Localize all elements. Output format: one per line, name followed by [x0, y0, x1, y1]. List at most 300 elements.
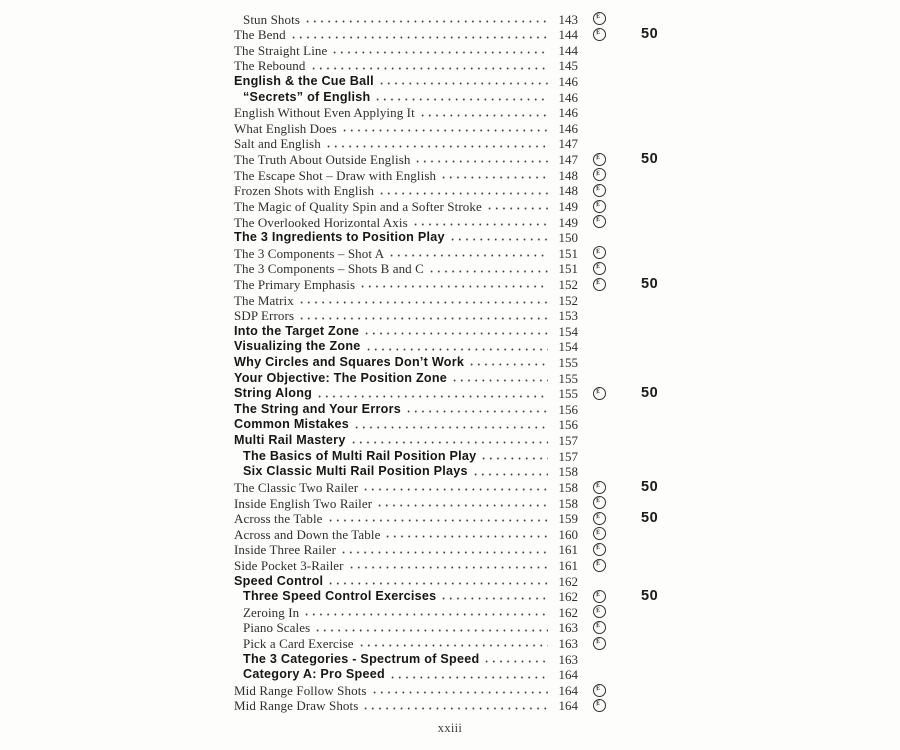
icon-cell: [578, 698, 620, 714]
entry-title: Stun Shots: [243, 11, 300, 27]
entry-title: Piano Scales: [243, 620, 311, 636]
entry-title: Inside Three Railer: [234, 542, 337, 558]
toc-entry-main: [234, 542, 578, 557]
toc-entry-main: [234, 683, 578, 698]
entry-title: The Primary Emphasis: [234, 276, 356, 292]
dot-leader: [341, 121, 548, 136]
dot-leader: [378, 183, 548, 198]
entry-page-number: 163: [558, 651, 578, 667]
toc-entry-main: [234, 402, 578, 417]
margin-callout: 50: [641, 151, 659, 168]
entry-title: Mid Range Draw Shots: [234, 698, 359, 714]
icon-cell: [578, 276, 620, 292]
icon-cell: [578, 120, 620, 136]
icon-cell: [578, 432, 620, 448]
toc-entry-main: [234, 27, 578, 42]
toc-entry: [234, 464, 664, 480]
icon-cell: [578, 589, 620, 605]
icon-cell: [578, 292, 620, 308]
dot-leader: [363, 324, 548, 339]
entry-title: “Secrets” of English: [243, 89, 371, 104]
toc-entry: [234, 651, 664, 667]
toc-entry-main: [234, 589, 578, 604]
entry-page-number: 163: [558, 635, 578, 651]
toc-entry-main: [234, 324, 578, 339]
entry-page-number: 147: [558, 152, 578, 168]
dot-leader: [365, 339, 548, 354]
entry-page-number: 161: [558, 542, 578, 558]
icon-cell: [578, 511, 620, 527]
toc-entry-main: [234, 136, 578, 151]
toc-entry: [234, 620, 664, 636]
english-letter: E: [595, 497, 601, 505]
icon-cell: [578, 386, 620, 402]
icon-cell: [578, 105, 620, 121]
entry-page-number: 146: [558, 74, 578, 90]
entry-title: The Rebound: [234, 58, 306, 74]
english-letter: E: [595, 184, 601, 193]
entry-page-number: 155: [558, 386, 578, 402]
entry-title: The Magic of Quality Spin and a Softer Stroke: [234, 198, 482, 214]
english-letter: E: [595, 699, 601, 708]
entry-title: Into the Target Zone: [234, 323, 360, 338]
icon-cell: [578, 136, 620, 152]
toc-entry-main: [234, 386, 578, 401]
entry-title: The Escape Shot – Draw with English: [234, 167, 437, 183]
icon-cell: [578, 11, 620, 27]
cue-ball-english-icon: [593, 543, 606, 556]
cue-ball-english-icon: [593, 387, 606, 400]
icon-cell: [578, 635, 620, 651]
cue-ball-english-icon: [593, 200, 606, 213]
cue-ball-english-icon: [593, 621, 606, 634]
icon-cell: [578, 214, 620, 230]
english-letter: E: [595, 528, 601, 536]
entry-title: Speed Control: [234, 573, 324, 588]
entry-page-number: 159: [558, 511, 578, 527]
toc-entry-main: [234, 652, 578, 667]
icon-cell: [578, 542, 620, 558]
toc-entry: [234, 511, 664, 527]
entry-page-number: 152: [558, 276, 578, 292]
dot-leader: [362, 480, 548, 495]
cue-ball-english-icon: [593, 699, 606, 712]
dot-leader: [359, 277, 548, 292]
dot-leader: [340, 542, 548, 557]
icon-cell: [578, 58, 620, 74]
icon-cell: [578, 167, 620, 183]
toc-entry: [234, 479, 664, 495]
icon-cell: [578, 245, 620, 261]
entry-page-number: 149: [558, 198, 578, 214]
toc-entry: [234, 42, 664, 58]
icon-cell: [578, 354, 620, 370]
toc-entry: [234, 105, 664, 121]
toc-entry: [234, 526, 664, 542]
entry-page-number: 163: [558, 620, 578, 636]
cue-ball-english-icon: [593, 496, 606, 509]
cue-ball-english-icon: [593, 605, 606, 618]
icon-cell: [578, 370, 620, 386]
entry-page-number: 150: [558, 230, 578, 246]
entry-page-number: 157: [558, 448, 578, 464]
english-letter: E: [595, 262, 601, 271]
entry-page-number: 164: [558, 682, 578, 698]
entry-title: Your Objective: The Position Zone: [234, 370, 448, 385]
toc-entry: [234, 27, 664, 43]
toc-entry: [234, 292, 664, 308]
entry-title: The String and Your Errors: [234, 401, 401, 416]
toc-entry: [234, 354, 664, 370]
toc-entry: [234, 432, 664, 448]
toc-entry-main: [234, 605, 578, 620]
dot-leader: [327, 574, 548, 589]
entry-page-number: 161: [558, 557, 578, 573]
toc-entry-main: [234, 168, 578, 183]
icon-cell: [578, 73, 620, 89]
entry-page-number: 145: [558, 58, 578, 74]
icon-cell: [578, 261, 620, 277]
icon-cell: [578, 323, 620, 339]
dot-leader: [303, 605, 548, 620]
toc-entry-main: [234, 371, 578, 386]
dot-leader: [353, 417, 548, 432]
toc-entry-main: [234, 574, 578, 589]
toc-entry: [234, 448, 664, 464]
toc-entry-main: [234, 12, 578, 27]
entry-title: The Overlooked Horizontal Axis: [234, 214, 408, 230]
dot-leader: [316, 386, 548, 401]
toc-entry-main: [234, 308, 578, 323]
entry-page-number: 148: [558, 183, 578, 199]
toc-entry-main: [234, 527, 578, 542]
cue-ball-english-icon: [593, 262, 606, 275]
margin-callout: 50: [641, 510, 659, 527]
icon-cell: [578, 27, 620, 43]
toc-entry: [234, 261, 664, 277]
toc-entry-main: [234, 449, 578, 464]
english-letter: E: [595, 684, 601, 693]
icon-cell: [578, 230, 620, 246]
entry-page-number: 162: [558, 604, 578, 620]
english-letter: E: [595, 153, 601, 162]
entry-page-number: 147: [558, 136, 578, 152]
dot-leader: [419, 105, 548, 120]
dot-leader: [298, 308, 548, 323]
icon-cell: [578, 604, 620, 620]
entry-page-number: 155: [558, 355, 578, 371]
toc-entry-main: [234, 121, 578, 136]
entry-page-number: 164: [558, 667, 578, 683]
icon-cell: [578, 651, 620, 667]
english-letter: E: [595, 387, 601, 396]
cue-ball-english-icon: [593, 184, 606, 197]
toc-entry: [234, 276, 664, 292]
toc-entry: [234, 557, 664, 573]
cue-ball-english-icon: [593, 153, 606, 166]
entry-page-number: 146: [558, 120, 578, 136]
entry-page-number: 149: [558, 214, 578, 230]
icon-cell: [578, 183, 620, 199]
entry-page-number: 155: [558, 370, 578, 386]
cue-ball-english-icon: [593, 28, 606, 41]
toc-entry-main: [234, 620, 578, 635]
entry-page-number: 143: [558, 11, 578, 27]
cue-ball-english-icon: [593, 215, 606, 228]
entry-page-number: 151: [558, 261, 578, 277]
cue-ball-english-icon: [593, 512, 606, 525]
icon-cell: [578, 448, 620, 464]
icon-cell: [578, 151, 620, 167]
cue-ball-english-icon: [593, 684, 606, 697]
toc-entry: [234, 58, 664, 74]
dot-leader: [331, 43, 548, 58]
icon-cell: [578, 526, 620, 542]
toc-entry: [234, 542, 664, 558]
toc-entry-main: [234, 246, 578, 261]
entry-title: Category A: Pro Speed: [243, 667, 385, 682]
entry-page-number: 144: [558, 42, 578, 58]
toc-entry-main: [234, 480, 578, 495]
toc-entry-main: [234, 183, 578, 198]
entry-title: Across the Table: [234, 511, 323, 527]
entry-title: English Without Even Applying It: [234, 105, 415, 121]
toc-entry: [234, 183, 664, 199]
dot-leader: [483, 652, 548, 667]
entry-page-number: 158: [558, 479, 578, 495]
entry-title: The Basics of Multi Rail Position Play: [243, 448, 477, 463]
dot-leader: [388, 246, 548, 261]
english-letter: E: [595, 621, 601, 630]
entry-title: Frozen Shots with English: [234, 183, 375, 199]
english-letter: E: [595, 637, 601, 646]
entry-page-number: 151: [558, 245, 578, 261]
entry-title: The 3 Components – Shots B and C: [234, 261, 424, 277]
toc-entry-main: [234, 433, 578, 448]
dot-leader: [371, 683, 548, 698]
entry-title: English & the Cue Ball: [234, 74, 374, 89]
cue-ball-english-icon: [593, 481, 606, 494]
entry-title: Three Speed Control Exercises: [243, 589, 437, 604]
english-letter: E: [595, 590, 601, 599]
dot-leader: [440, 168, 548, 183]
dot-leader: [348, 558, 548, 573]
toc-entry: [234, 698, 664, 714]
dot-leader: [304, 12, 548, 27]
toc-entry-main: [234, 261, 578, 276]
entry-title: Inside English Two Railer: [234, 495, 373, 511]
toc-entry: [234, 89, 664, 105]
toc-entry-main: [234, 511, 578, 526]
toc-entry-main: [234, 355, 578, 370]
dot-leader: [327, 511, 548, 526]
margin-callout: 50: [641, 588, 659, 605]
entry-title: Six Classic Multi Rail Position Plays: [243, 464, 468, 479]
toc-entry-main: [234, 74, 578, 89]
toc-entry: [234, 682, 664, 698]
entry-title: The 3 Components – Shot A: [234, 245, 385, 261]
entry-page-number: 154: [558, 339, 578, 355]
icon-cell: [578, 573, 620, 589]
toc-entry-main: [234, 105, 578, 120]
dot-leader: [350, 433, 548, 448]
entry-title: The 3 Ingredients to Position Play: [234, 230, 445, 245]
dot-leader: [298, 293, 548, 308]
toc-entry: [234, 120, 664, 136]
english-letter: E: [595, 606, 601, 614]
icon-cell: [578, 89, 620, 105]
icon-cell: [578, 495, 620, 511]
icon-cell: [578, 557, 620, 573]
toc-entry: [234, 11, 664, 27]
dot-leader: [449, 230, 548, 245]
entry-page-number: 160: [558, 526, 578, 542]
toc-entry-main: [234, 58, 578, 73]
dot-leader: [384, 527, 548, 542]
entry-page-number: 148: [558, 167, 578, 183]
cue-ball-english-icon: [593, 527, 606, 540]
dot-leader: [374, 90, 548, 105]
icon-cell: [578, 198, 620, 214]
toc-entry: [234, 214, 664, 230]
dot-leader: [290, 27, 548, 42]
toc-entry-main: [234, 215, 578, 230]
dot-leader: [325, 136, 548, 151]
icon-cell: [578, 479, 620, 495]
toc-entry-main: [234, 417, 578, 432]
icon-cell: [578, 339, 620, 355]
toc-entry: [234, 245, 664, 261]
toc-entry: [234, 573, 664, 589]
english-letter: E: [595, 481, 601, 490]
english-letter: E: [595, 13, 601, 21]
english-letter: E: [595, 169, 601, 177]
entry-page-number: 153: [558, 308, 578, 324]
toc-entry-main: [234, 43, 578, 58]
toc-entry: [234, 604, 664, 620]
entry-title: Across and Down the Table: [234, 526, 381, 542]
entry-title: Zeroing In: [243, 604, 300, 620]
cue-ball-english-icon: [593, 637, 606, 650]
icon-cell: [578, 620, 620, 636]
toc-entry: [234, 167, 664, 183]
toc-entry-main: [234, 152, 578, 167]
toc-entry-main: [234, 464, 578, 479]
english-letter: E: [595, 247, 601, 255]
dot-leader: [378, 74, 548, 89]
entry-page-number: 157: [558, 433, 578, 449]
toc-entry: [234, 386, 664, 402]
toc-entry: [234, 230, 664, 246]
margin-callout: 50: [641, 275, 659, 292]
dot-leader: [405, 402, 548, 417]
entry-page-number: 146: [558, 105, 578, 121]
entry-title: The Truth About Outside English: [234, 152, 411, 168]
cue-ball-english-icon: [593, 590, 606, 603]
toc-entry-main: [234, 636, 578, 651]
icon-cell: [578, 308, 620, 324]
icon-cell: [578, 682, 620, 698]
toc-entry-main: [234, 277, 578, 292]
entry-page-number: 162: [558, 573, 578, 589]
toc-entry: [234, 417, 664, 433]
toc-entry: [234, 635, 664, 651]
entry-title: Common Mistakes: [234, 417, 350, 432]
cue-ball-english-icon: [593, 278, 606, 291]
entry-page-number: 144: [558, 27, 578, 43]
toc-entry-main: [234, 698, 578, 713]
entry-page-number: 162: [558, 589, 578, 605]
entry-page-number: 146: [558, 89, 578, 105]
icon-cell: [578, 42, 620, 58]
toc-entry: [234, 136, 664, 152]
icon-cell: [578, 417, 620, 433]
entry-title: The Matrix: [234, 292, 294, 308]
toc-entry-main: [234, 90, 578, 105]
entry-title: What English Does: [234, 120, 337, 136]
toc-entry-main: [234, 230, 578, 245]
toc-entry: [234, 667, 664, 683]
entry-title: The Classic Two Railer: [234, 479, 359, 495]
toc-entry-main: [234, 667, 578, 682]
toc-entry: [234, 73, 664, 89]
dot-leader: [440, 589, 548, 604]
toc-entry: [234, 339, 664, 355]
toc-entry: [234, 401, 664, 417]
dot-leader: [376, 496, 548, 511]
english-letter: E: [595, 559, 601, 568]
dot-leader: [428, 261, 548, 276]
entry-title: SDP Errors: [234, 308, 295, 324]
english-letter: E: [595, 512, 601, 521]
dot-leader: [362, 698, 548, 713]
margin-callout: 50: [641, 478, 659, 495]
toc-entry-main: [234, 558, 578, 573]
entry-title: Why Circles and Squares Don’t Work: [234, 355, 465, 370]
toc-entry: [234, 151, 664, 167]
entry-title: Salt and English: [234, 136, 321, 152]
entry-page-number: 152: [558, 292, 578, 308]
toc-entry: [234, 308, 664, 324]
english-letter: E: [595, 543, 601, 552]
english-letter: E: [595, 278, 601, 287]
english-letter: E: [595, 28, 601, 37]
margin-callout: 50: [641, 385, 659, 402]
entry-title: The Straight Line: [234, 42, 328, 58]
entry-title: Visualizing the Zone: [234, 339, 361, 354]
toc-entry: [234, 370, 664, 386]
entry-page-number: 156: [558, 417, 578, 433]
toc-entry: [234, 495, 664, 511]
entry-title: Side Pocket 3-Railer: [234, 557, 344, 573]
entry-page-number: 158: [558, 495, 578, 511]
toc-entry-list: [234, 11, 664, 713]
entry-title: The Bend: [234, 27, 286, 43]
toc-entry: [234, 323, 664, 339]
entry-title: Mid Range Follow Shots: [234, 682, 367, 698]
toc-entry-main: [234, 199, 578, 214]
dot-leader: [314, 620, 548, 635]
entry-title: The 3 Categories - Spectrum of Speed: [243, 651, 480, 666]
dot-leader: [358, 636, 548, 651]
toc-entry: [234, 589, 664, 605]
icon-cell: [578, 667, 620, 683]
cue-ball-english-icon: [593, 246, 606, 259]
entry-title: Pick a Card Exercise: [243, 635, 354, 651]
dot-leader: [414, 152, 548, 167]
entry-page-number: 164: [558, 698, 578, 714]
dot-leader: [472, 464, 548, 479]
